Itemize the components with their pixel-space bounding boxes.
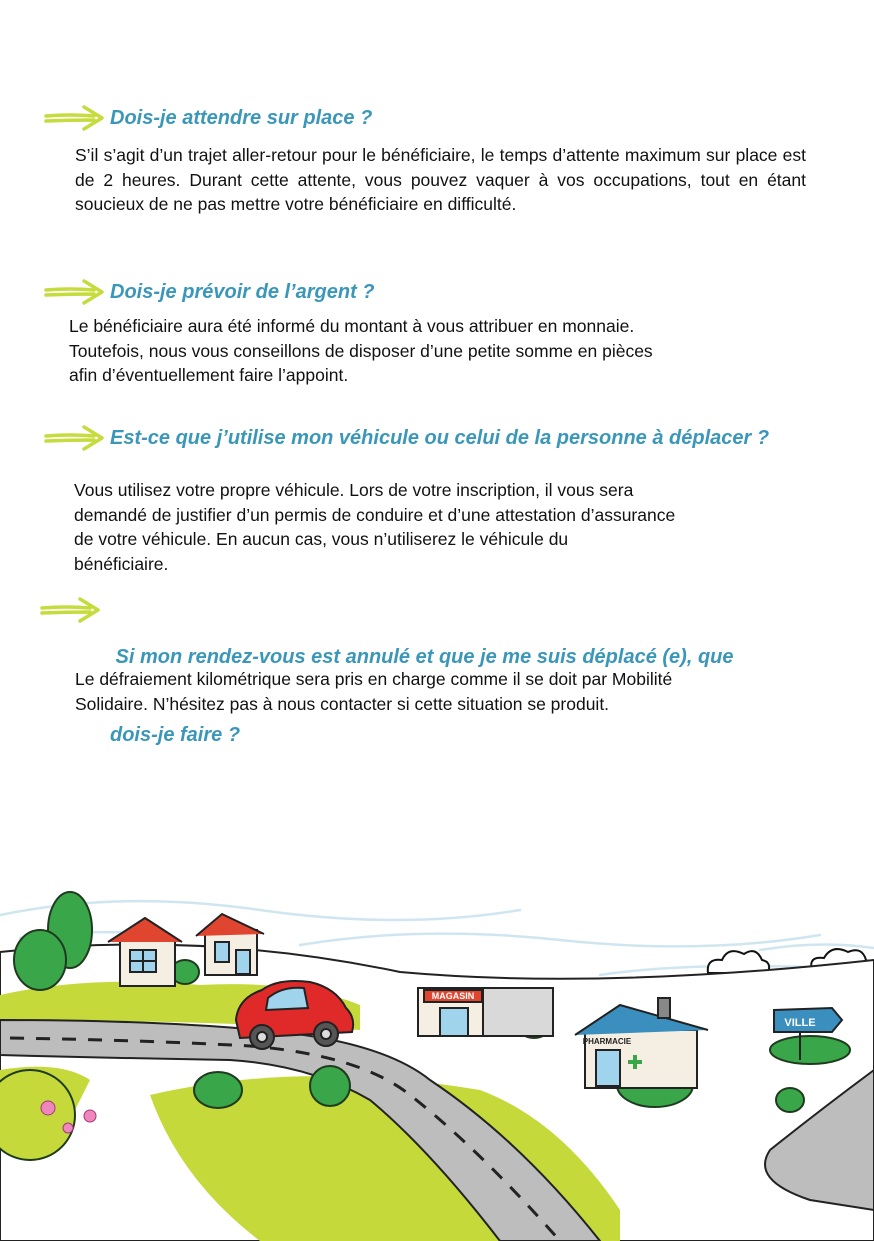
town-sign: VILLE [784,1017,816,1029]
answer-line: Toutefois, nous vous conseillons de disposer d’une petite somme en pièces [69,340,653,361]
answer-line: Solidaire. N’hésitez pas à nous contacter si cette situation se produit. [75,693,610,714]
answer-text [75,667,672,716]
answer-text: S’il s’agit d’un trajet aller-retour pour le bénéficiaire, le temps d’attente maximum sur place est de 2 heures. Durant cette attente, vous pouvez vaquer à vos occupations, tout en étant soucieux de ne pas mettre votre bénéficiaire en difficulté. [75,145,806,214]
house-icon [108,918,182,986]
answer-line: Le défraiement kilométrique sera pris en charge comme il se doit par Mobilité [75,669,673,689]
arrow-icon [44,278,106,306]
answer-line: demandé de justifier d’un permis de conduire et d’une attestation d’assurance [74,504,676,525]
answer-text [69,314,653,388]
answer-line: bénéficiaire. [74,553,169,574]
town-road-illustration [0,880,874,1241]
arrow-icon [44,104,106,132]
answer-line: Le bénéficiaire aura été informé du montant à vous attribuer en monnaie. [69,316,635,336]
shop-sign: MAGASIN [431,991,475,1001]
answer-text [74,478,675,576]
arrow-icon [44,424,106,452]
house-icon [196,914,264,975]
question-line: Si mon rendez-vous est annulé et que je me suis déplacé (e), que [110,646,734,668]
arrow-icon [40,596,102,624]
question-title: Est-ce que j’utilise mon véhicule ou celui de la personne à déplacer ? [110,427,770,449]
answer-line: Vous utilisez votre propre véhicule. Lors de votre inscription, il vous sera [74,480,634,500]
question-title: Dois-je attendre sur place ? [110,107,373,129]
pharmacy-sign: PHARMACIE [582,1037,632,1046]
question-title: Dois-je prévoir de l’argent ? [110,281,375,303]
answer-line: afin d’éventuellement faire l’appoint. [69,365,349,385]
answer-line: de votre véhicule. En aucun cas, vous n’utiliserez le véhicule du [74,529,569,549]
question-line: dois-je faire ? [110,724,241,746]
